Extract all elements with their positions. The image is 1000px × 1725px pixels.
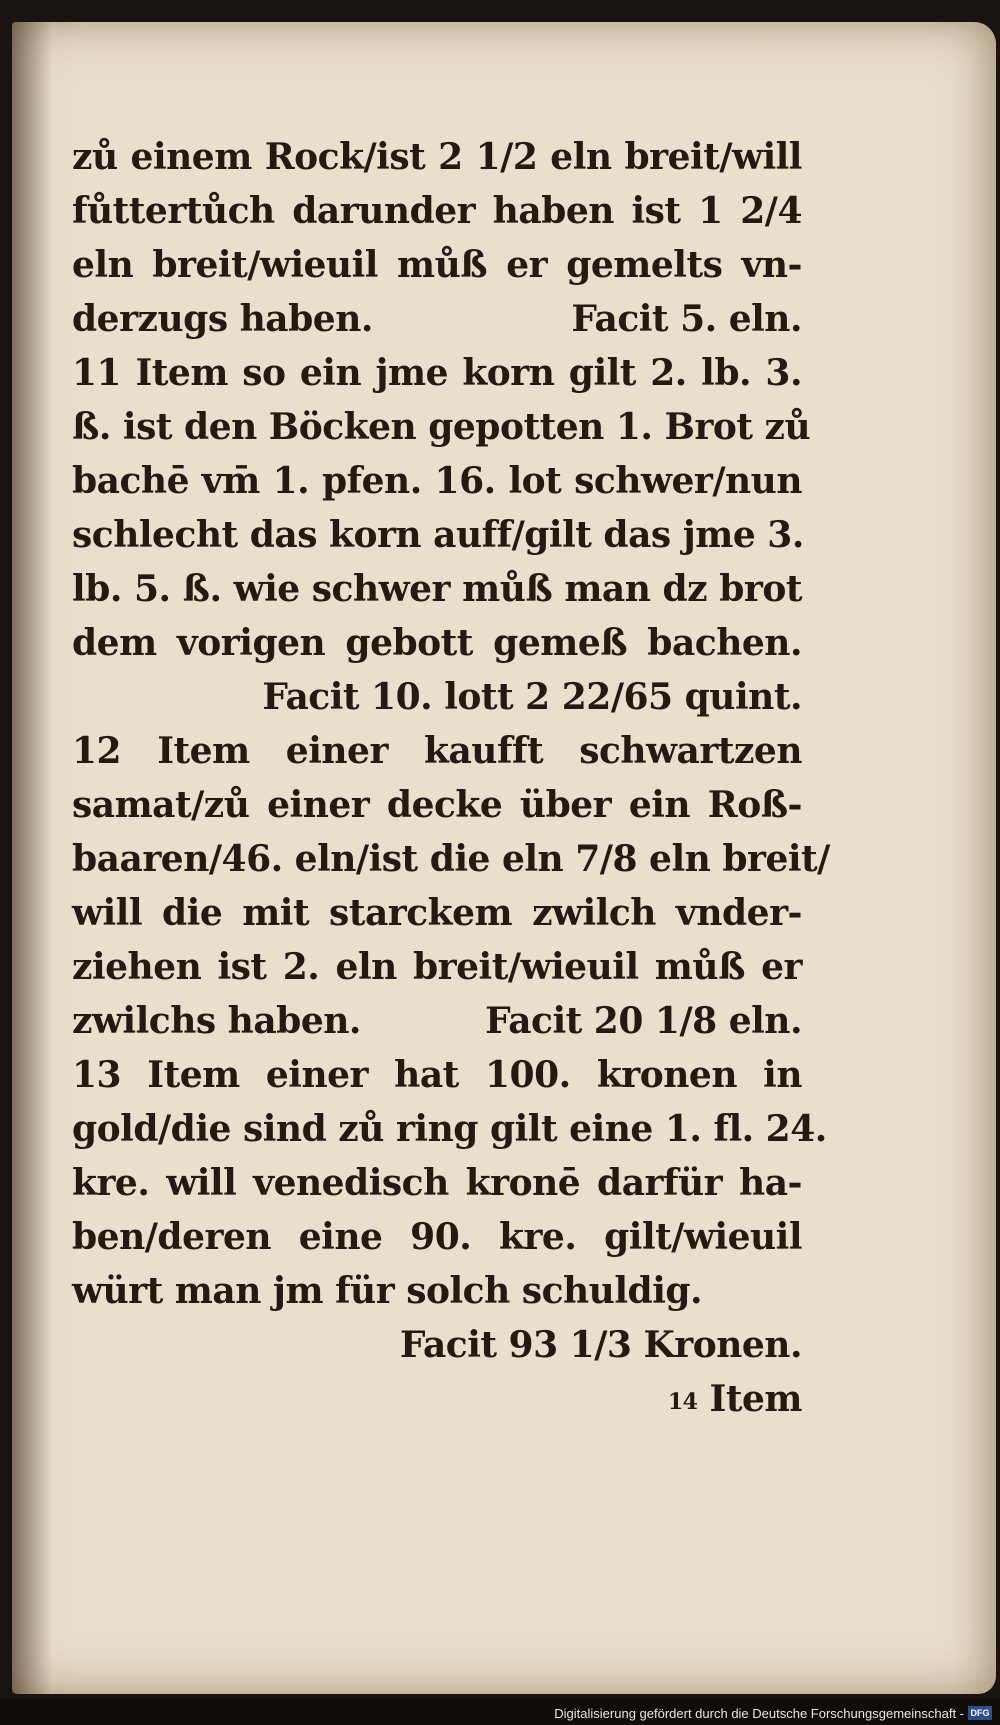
text-line: fůttertůch darunder haben ist 1 2/4 — [72, 190, 802, 232]
text-line: bachē vm̄ 1. pfen. 16. lot schwer/nun — [72, 460, 802, 502]
catchword — [72, 1372, 802, 1426]
catchword-text: Item — [709, 1378, 802, 1420]
book-page — [12, 22, 996, 1694]
funding-credit: Digitalisierung gefördert durch die Deutsche Forschungsgemeinschaft - — [554, 1706, 964, 1721]
text-line: will die mit starckem zwilch vnder- — [72, 892, 802, 934]
text-line: kre. will venedisch kronē darfür ha- — [72, 1162, 802, 1204]
text-fragment: derzugs haben. — [72, 298, 373, 340]
text-line — [72, 994, 802, 1048]
text-line: lb. 5. ß. wie schwer můß man dz brot — [72, 568, 802, 610]
text-line: samat/zů einer decke über ein Roß- — [72, 784, 802, 826]
facit-answer: Facit 5. eln. — [571, 298, 802, 340]
text-line — [72, 292, 802, 346]
text-line: ziehen ist 2. eln breit/wieuil můß er — [72, 946, 802, 988]
footer-bar — [0, 1699, 1000, 1725]
facit-answer: Facit 93 1/3 Kronen. — [399, 1324, 802, 1366]
facit-answer: Facit 20 1/8 eln. — [485, 1000, 802, 1042]
text-line: zů einem Rock/ist 2 1/2 eln breit/will — [72, 136, 802, 178]
page-text — [72, 130, 830, 1426]
text-line: dem vorigen gebott gemeß bachen. — [72, 622, 802, 664]
text-line: 13 Item einer hat 100. kronen in — [72, 1054, 802, 1096]
text-line: schlecht das korn auff/gilt das jme 3. — [72, 514, 804, 556]
text-line: würt man jm für solch schuldig. — [72, 1270, 703, 1312]
text-line: eln breit/wieuil můß er gemelts vn- — [72, 244, 802, 286]
text-line: 12 Item einer kaufft schwartzen — [72, 730, 802, 772]
text-line: ben/deren eine 90. kre. gilt/wieuil — [72, 1216, 802, 1258]
text-fragment: zwilchs haben. — [72, 1000, 361, 1042]
text-line: 11 Item so ein jme korn gilt 2. lb. 3. — [72, 352, 802, 394]
facit-answer: Facit 10. lott 2 22/65 quint. — [262, 676, 802, 718]
text-line: gold/die sind zů ring gilt eine 1. fl. 24. — [72, 1108, 827, 1150]
catchword-number: 14 — [667, 1389, 698, 1415]
dfg-logo: DFG — [968, 1706, 992, 1720]
text-line: ß. ist den Böcken gepotten 1. Brot zů — [72, 406, 811, 448]
text-line: baaren/46. eln/ist die eln 7/8 eln breit/ — [72, 838, 830, 880]
